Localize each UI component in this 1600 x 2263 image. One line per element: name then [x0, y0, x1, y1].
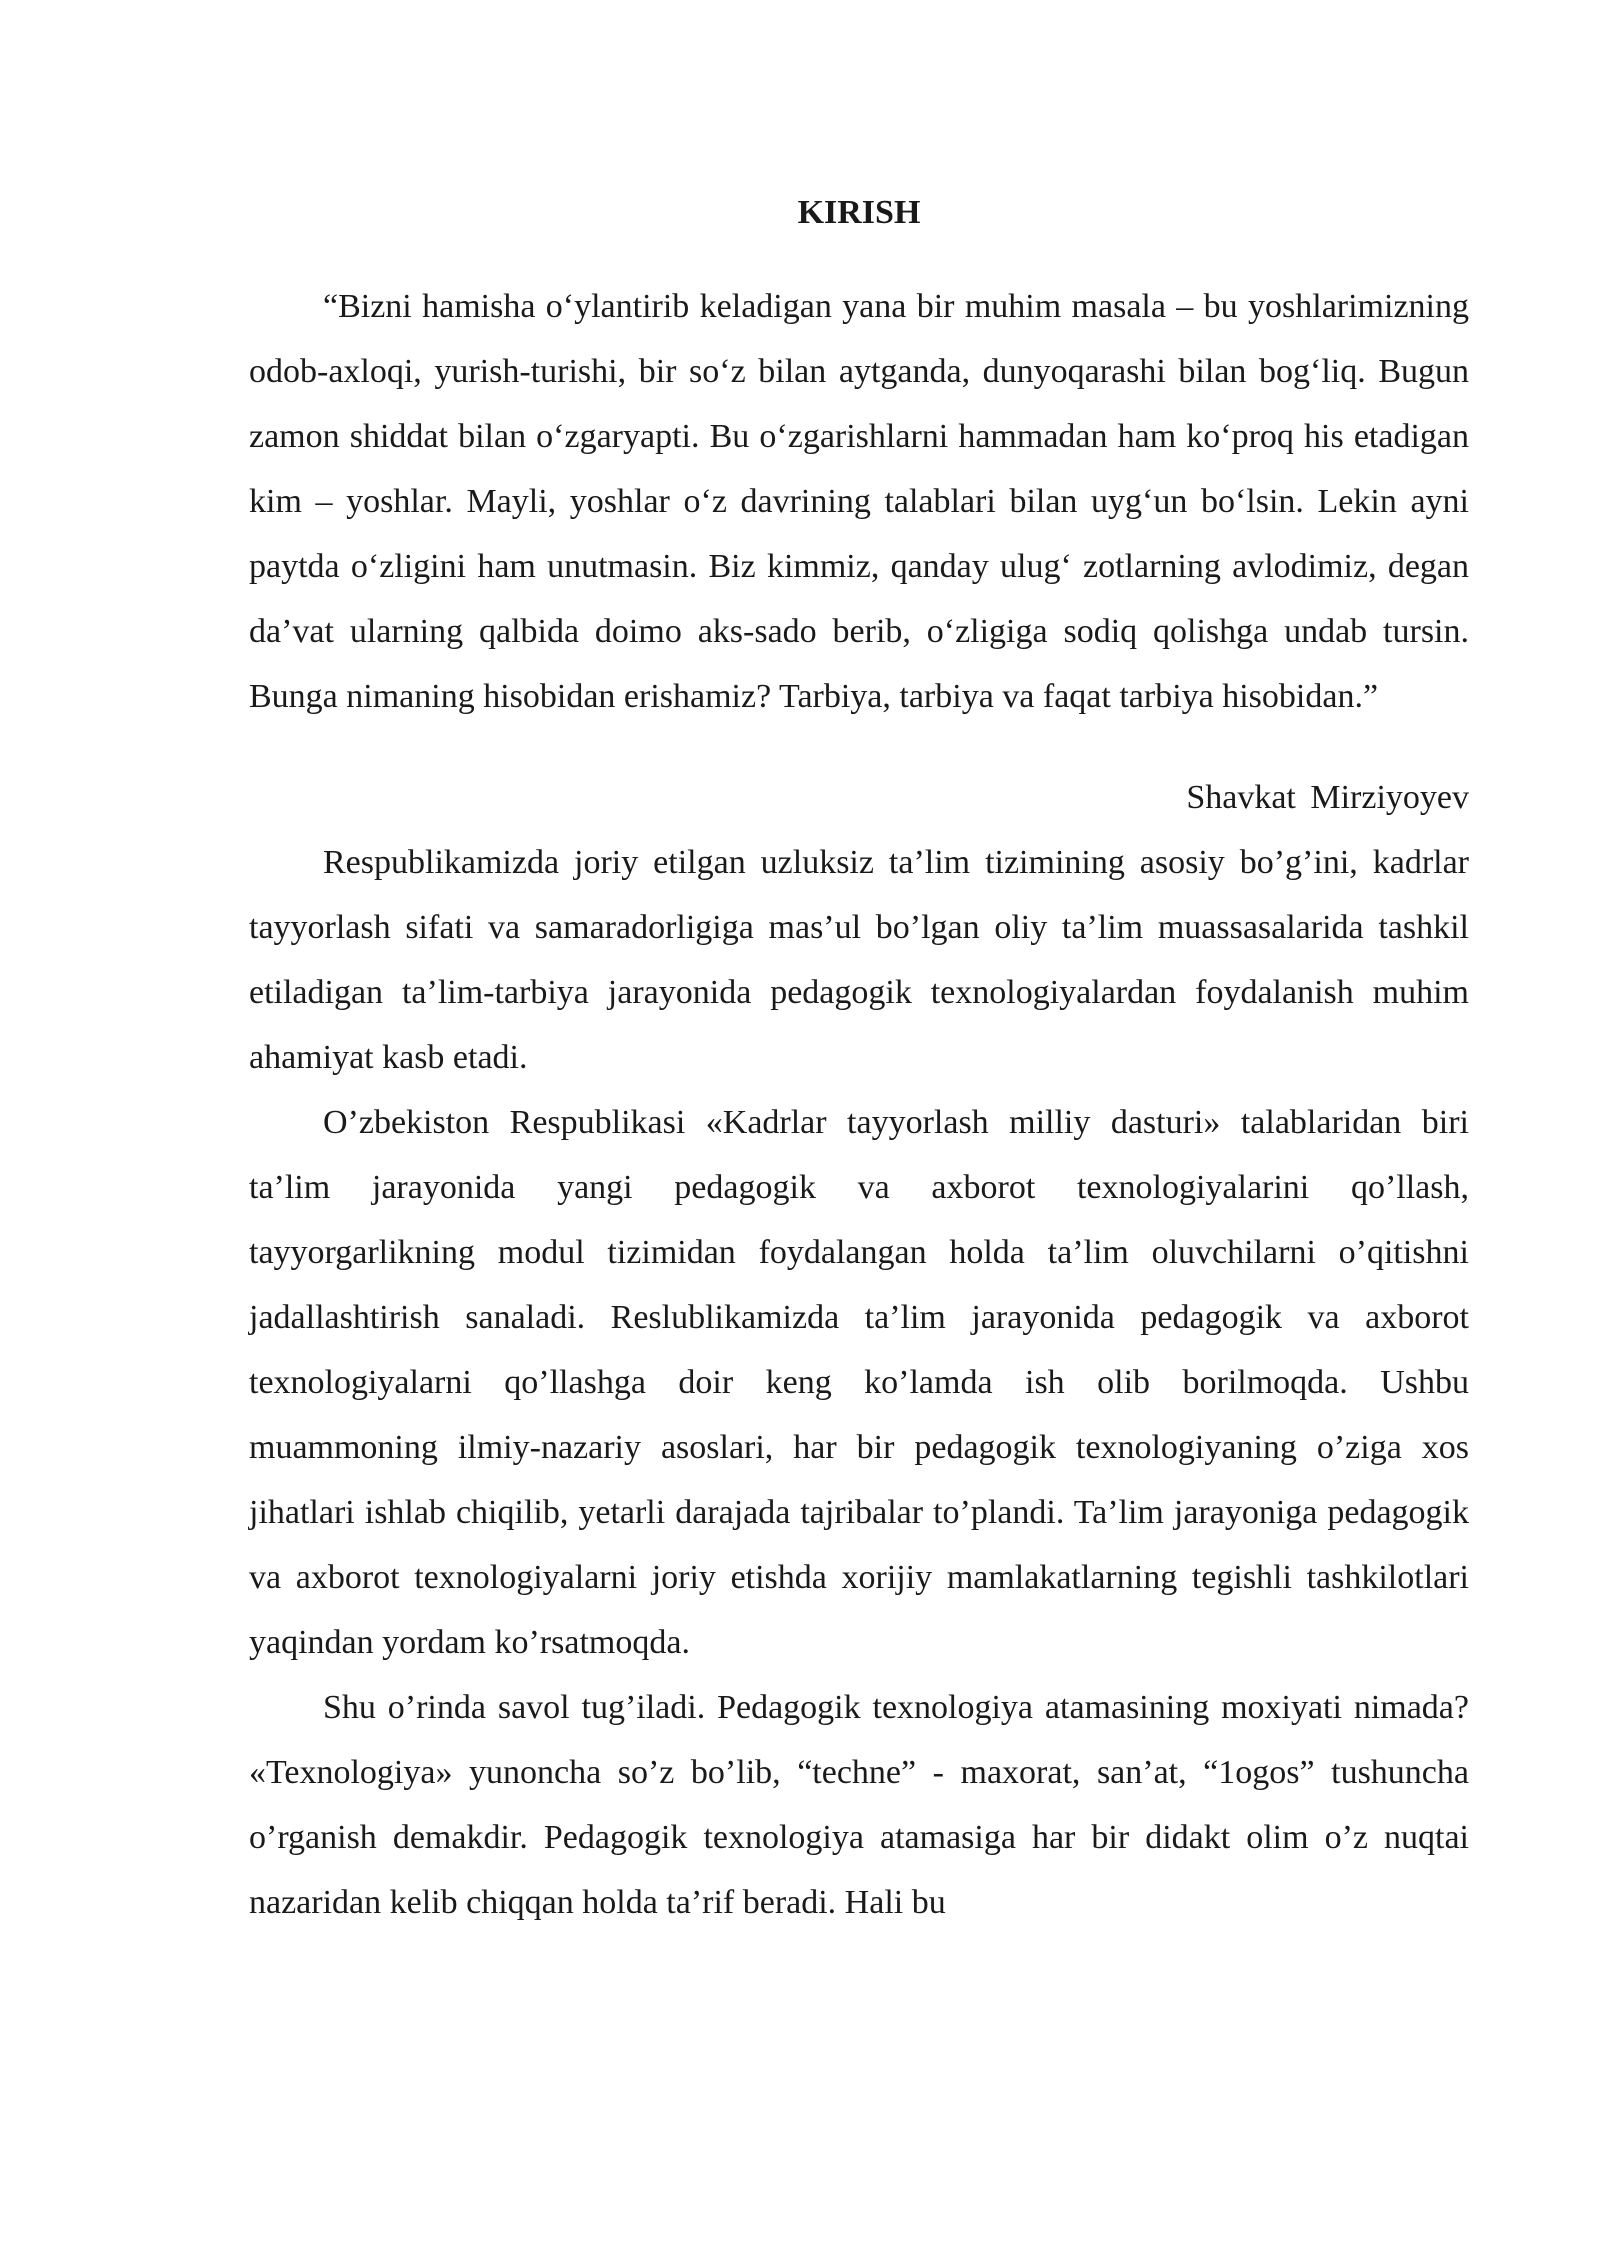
- epigraph-quote: “Bizni hamisha o‘ylantirib keladigan yana bir muhim masala – bu yoshlarimizning odob-axloqi, yurish-turishi, bir so‘z bilan aytganda, dunyoqarashi bilan bog‘liq. Bugun zamon shiddat bilan o‘zgaryapti. Bu o‘zgarishlarni hammadan ham ko‘proq his etadigan kim – yoshlar. Mayli, yoshlar o‘z davrining talablari bilan uyg‘un bo‘lsin. Lekin ayni paytda o‘zligini ham unutmasin. Biz kimmiz, qanday ulug‘ zotlarning avlodimiz, degan da’vat ularning qalbida doimo aks-sado berib, o‘zligiga sodiq qolishga undab tursin. Bunga nimaning hisobidan erishamiz? Tarbiya, tarbiya va faqat tarbiya hisobidan.”: [249, 288, 1469, 715]
- body-paragraph-2: O’zbekiston Respublikasi «Kadrlar tayyorlash milliy dasturi» talablaridan biri ta’lim jarayonida yangi pedagogik va axborot texnologiyalarini qo’llash, tayyorgarlikning modul tizimidan foydalangan holda ta’lim oluvchilarni o’qitishni jadallashtirish sanaladi. Reslublikamizda ta’lim jarayonida pedagogik va axborot texnologiyalarni qo’llashga doir keng ko’lamda ish olib borilmoqda. Ushbu muammoning ilmiy-nazariy asoslari, har bir pedagogik texnologiyaning o’ziga xos jihatlari ishlab chiqilib, yetarli darajada tajribalar to’plandi. Ta’lim jarayoniga pedagogik va axborot texnologiyalarni joriy etishda xorijiy mamlakatlarning tegishli tashkilotlari yaqindan yordam ko’rsatmoqda.: [249, 1104, 1469, 1661]
- body-paragraph-3: Shu o’rinda savol tug’iladi. Pedagogik texnologiya atamasining moxiyati nimada? «Texnologiya» yunoncha so’z bo’lib, “techne” - maxorat, san’at, “1ogos” tushuncha o’rganish demakdir. Pedagogik texnologiya atamasiga har bir didakt olim o’z nuqtai nazaridan kelib chiqqan holda ta’rif beradi. Hali bu: [249, 1689, 1469, 1921]
- epigraph-author: Shavkat Mirziyoyev: [1186, 779, 1469, 816]
- page-title: KIRISH: [797, 194, 921, 231]
- document-page: [249, 188, 1469, 1935]
- body-paragraph-1: Respublikamizda joriy etilgan uzluksiz ta’lim tizimining asosiy bo’g’ini, kadrlar tayyorlash sifati va samaradorligiga mas’ul bo’lgan oliy ta’lim muassasalarida tashkil etiladigan ta’lim-tarbiya jarayonida pedagogik texnologiyalardan foydalanish muhim ahamiyat kasb etadi.: [249, 844, 1469, 1076]
